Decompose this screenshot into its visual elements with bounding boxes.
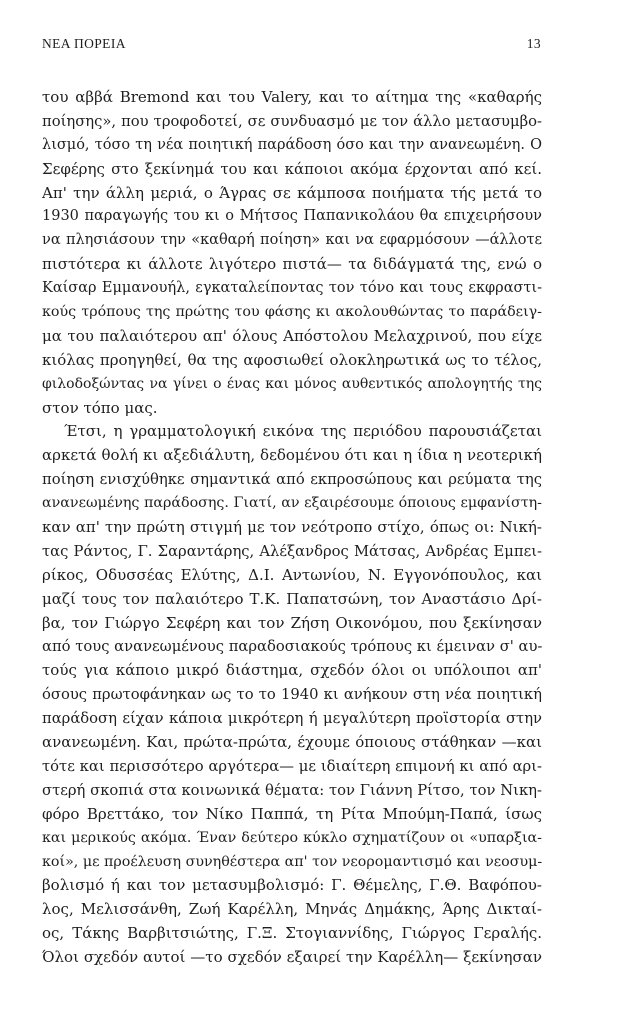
text-line: του αββά Bremond και του Valery, και το αίτημα της «καθαρής bbox=[42, 88, 542, 106]
text-line: στερή σκοπιά στα κοινωνικά θέματα: τον Γιάννη Ρίτσο, τον Νικη- bbox=[42, 781, 542, 799]
text-line: πιστότερα κι άλλοτε λιγότερο πιστά— τα διδάγματά της, ενώ ο bbox=[42, 255, 542, 274]
text-line: παράδοση είχαν κάποια μικρότερη ή μεγαλύτερη προϊστορία στην bbox=[42, 710, 542, 728]
text-line: βολισμό ή και τον μετασυμβολισμό: Γ. Θέμελης, Γ.Θ. Βαφόπου- bbox=[42, 876, 542, 895]
running-head-title: ΝΕΑ ΠΟΡΕΙΑ bbox=[42, 36, 126, 51]
text-line: κιόλας προηγηθεί, θα της αφοσιωθεί ολοκληρωτικά ως το τέλος, bbox=[42, 350, 542, 369]
text-line: μα του παλαιότερου απ' όλους Απόστολου Μελαχρινού, που είχε bbox=[42, 326, 542, 345]
text-line: στον τόπο μας. bbox=[42, 398, 158, 417]
text-line: μαζί τους τον παλαιότερο Τ.Κ. Παπατσώνη, τον Αναστάσιο Δρί- bbox=[42, 589, 542, 608]
running-head bbox=[42, 36, 541, 56]
text-line: κούς τρόπους της πρώτης του φάσης κι ακολουθώντας το παράδειγ- bbox=[42, 304, 542, 321]
text-line: βα, τον Γιώργο Σεφέρη και τον Ζήση Οικονόμου, που ξεκίνησαν bbox=[42, 613, 542, 632]
text-line: κοί», με προέλευση συνηθέστερα απ' τον νεορομαντισμό και νεοσυμ- bbox=[42, 853, 543, 870]
text-line: ανανεωμένης παράδοσης. Γιατί, αν εξαιρέσουμε όποιους εμφανίστη- bbox=[42, 495, 542, 512]
text-line: 1930 παραγωγής του κι ο Μήτσος Παπανικολάου θα επιχειρήσουν bbox=[42, 208, 542, 225]
text-line: και μερικούς ακόμα. Έναν δεύτερο κύκλο σχηματίζουν οι «υπαρξια- bbox=[42, 829, 542, 846]
text-line: τούς για κάποιο μικρό διάστημα, σχεδόν όλοι οι υπόλοιποι απ' bbox=[42, 661, 542, 680]
text-line: λισμό, τόσο τη νέα ποιητική παράδοση όσο και την ανανεωμένη. Ο bbox=[42, 136, 542, 153]
text-line: από τους ανανεωμένους παραδοσιακούς τρόπους κι έμειναν σ' αυ- bbox=[42, 638, 543, 656]
paragraph bbox=[42, 86, 542, 420]
text-line: φιλοδοξώντας να γίνει ο ένας και μόνος αυθεντικός απολογητής της bbox=[42, 375, 542, 392]
body-text bbox=[42, 86, 542, 970]
text-line: τότε και περισσότερο αργότερα— με ιδιαίτερη επιμονή κι από αρι- bbox=[42, 757, 542, 775]
text-line: ος, Τάκης Βαρβιτσιώτης, Γ.Ξ. Στογιαννίδης, Γιώργος Γεραλής. bbox=[42, 924, 542, 943]
text-line: Όλοι σχεδόν αυτοί —το σχεδόν εξαιρεί την Καρέλλη— ξεκίνησαν bbox=[42, 948, 542, 967]
text-line: Σεφέρης στο ξεκίνημά του και κάποιοι ακόμα έρχονται από κεί. bbox=[42, 159, 542, 178]
text-line: φόρο Βρεττάκο, τον Νίκο Παππά, τη Ρίτα Μπούμη-Παπά, ίσως bbox=[42, 804, 542, 823]
text-line: αρκετά θολή κι αξεδιάλυτη, δεδομένου ότι και η ίδια η νεοτερική bbox=[42, 446, 542, 465]
text-line: λος, Μελισσάνθη, Ζωή Καρέλλη, Μηνάς Δημάκης, Άρης Δικταί- bbox=[42, 900, 542, 919]
text-line: όσους πρωτοφάνηκαν ως το το 1940 κι ανήκουν στη νέα ποιητική bbox=[42, 686, 542, 704]
text-line: να πλησιάσουν την «καθαρή ποίηση» και να εφαρμόσουν —άλλοτε bbox=[42, 232, 542, 249]
text-line: ανανεωμένη. Και, πρώτα-πρώτα, έχουμε όποιους στάθηκαν —και bbox=[42, 733, 542, 752]
text-line: καν απ' την πρώτη στιγμή με τον νεότροπο στίχο, όπως οι: Νική- bbox=[42, 518, 542, 537]
text-line: Καίσαρ Εμμανουήλ, εγκαταλείποντας τον τόνο και τους εκφραστι- bbox=[42, 280, 542, 297]
page-number: 13 bbox=[526, 36, 541, 51]
text-line: ρίκος, Οδυσσέας Ελύτης, Δ.Ι. Αντωνίου, Ν. Εγγονόπουλος, και bbox=[42, 565, 542, 584]
text-line: τας Ράντος, Γ. Σαραντάρης, Αλέξανδρος Μάτσας, Ανδρέας Εμπει- bbox=[42, 542, 542, 560]
paragraph bbox=[42, 420, 542, 969]
text-line: ποίηση ενισχύθηκε σημαντικά από εκπροσώπους και ρεύματα της bbox=[42, 471, 542, 489]
text-line: Απ' την άλλη μεριά, ο Άγρας σε κάμποσα ποιήματα τής μετά το bbox=[42, 183, 542, 202]
text-line: Έτσι, η γραμματολογική εικόνα της περιόδου παρουσιάζεται bbox=[64, 422, 542, 441]
text-line: ποίησης», που τροφοδοτεί, σε συνδυασμό με τον άλλο μετασυμβο- bbox=[42, 112, 542, 130]
